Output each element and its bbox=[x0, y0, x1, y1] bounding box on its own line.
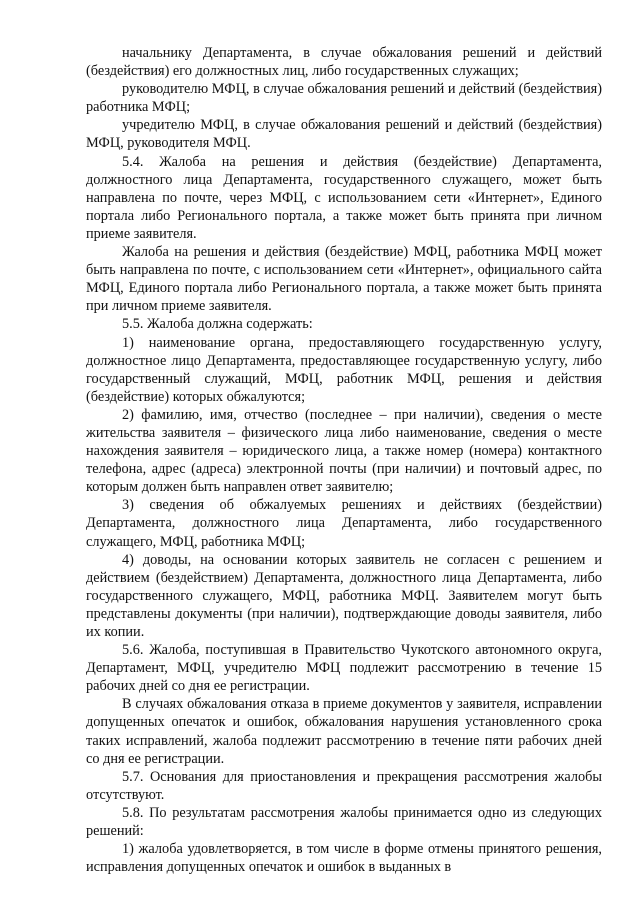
paragraph-appeal-to-department-head: начальнику Департамента, в случае обжалования решений и действий (бездействия) его должностных лиц, либо государственных служащих; bbox=[86, 45, 602, 80]
paragraph-5-8-item-1: 1) жалоба удовлетворяется, в том числе в форме отмены принятого решения, исправления допущенных опечаток и ошибок в выданных в bbox=[86, 841, 602, 876]
paragraph-5-4: 5.4. Жалоба на решения и действия (бездействие) Департамента, должностного лица Департамента, государственного служащего, может быть направлена по почте, через МФЦ, с использованием сети «Интернет», Единого портала либо Регионального портала, а также может быть принята при личном приеме заявителя. bbox=[86, 153, 602, 242]
paragraph-5-5-item-1: 1) наименование органа, предоставляющего государственную услугу, должностное лицо Департамента, предоставляющее государственную услугу, либо государственный служащий, МФЦ, работник МФЦ, решения и действия (бездействие) которых обжалуются; bbox=[86, 334, 602, 405]
paragraph-5-5-item-3: 3) сведения об обжалуемых решениях и действиях (бездействии) Департамента, должностного лица Департамента, либо государственного служащего, МФЦ, работника МФЦ; bbox=[86, 497, 602, 550]
paragraph-5-7: 5.7. Основания для приостановления и прекращения рассмотрения жалобы отсутствуют. bbox=[86, 768, 602, 803]
paragraph-mfc-complaint: Жалоба на решения и действия (бездействие) МФЦ, работника МФЦ может быть направлена по почте, с использованием сети «Интернет», официального сайта МФЦ, Единого портала либо Регионального портала, а также может быть принята при личном приеме заявителя. bbox=[86, 244, 602, 315]
document-body bbox=[86, 44, 602, 876]
paragraph-5-5: 5.5. Жалоба должна содержать: bbox=[122, 316, 313, 333]
paragraph-5-6: 5.6. Жалоба, поступившая в Правительство Чукотского автономного округа, Департамент, МФЦ, учредителю МФЦ подлежит рассмотрению в течение 15 рабочих дней со дня ее регистрации. bbox=[86, 642, 602, 695]
paragraph-5-6-refusal-cases: В случаях обжалования отказа в приеме документов у заявителя, исправлении допущенных опечаток и ошибок, обжалования нарушения установленного срока таких исправлений, жалоба подлежит рассмотрению в течение пяти рабочих дней со дня ее регистрации. bbox=[86, 696, 602, 767]
paragraph-appeal-to-mfc-head: руководителю МФЦ, в случае обжалования решений и действий (бездействия) работника МФЦ; bbox=[86, 81, 602, 116]
paragraph-5-5-item-2: 2) фамилию, имя, отчество (последнее – при наличии), сведения о месте жительства заявителя – физического лица либо наименование, сведения о месте нахождения заявителя – юридического лица, а также номер (номера) контактного телефона, адрес (адреса) электронной почты (при наличии) и почтовый адрес, по которым должен быть направлен ответ заявителю; bbox=[86, 406, 602, 496]
paragraph-5-8: 5.8. По результатам рассмотрения жалобы принимается одно из следующих решений: bbox=[86, 804, 602, 840]
paragraph-appeal-to-mfc-founder: учредителю МФЦ, в случае обжалования решений и действий (бездействия) МФЦ, руководителя МФЦ. bbox=[86, 117, 602, 152]
paragraph-5-5-item-4: 4) доводы, на основании которых заявитель не согласен с решением и действием (бездействием) Департамента, должностного лица Департамента, либо государственного служащего, МФЦ, работника МФЦ. Заявителем могут быть представлены документы (при наличии), подтверждающие доводы заявителя, либо их копии. bbox=[86, 551, 602, 640]
